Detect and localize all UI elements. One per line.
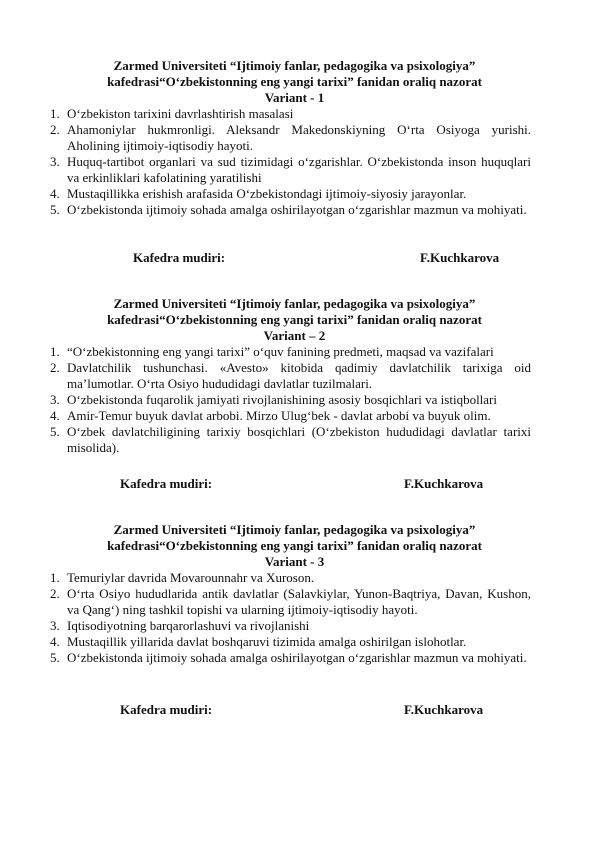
question-item (50, 360, 531, 392)
question-number: 5. (50, 424, 60, 439)
signature-name: F.Kuchkarova (420, 250, 500, 265)
question-text: Mustaqillik yillarida davlat boshqaruvi tizimida amalga oshirilgan islohotlar. (67, 634, 467, 649)
variant-2-block (50, 296, 531, 491)
question-text: Amir-Temur buyuk davlat arbobi. Mirzo Ulug‘bek - davlat arbobi va buyuk olim. (67, 408, 491, 423)
question-text: Ahamoniylar hukmronligi. Aleksandr Makedonskiyning O‘rta Osiyoga yurishi. Aholining ijtimoiy-iqtisodiy hayoti. (67, 122, 531, 153)
header-line-2: kafedrasi“O‘zbekistonning eng yangi tarixi” fanidan oraliq nazorat (107, 312, 482, 327)
signature-role: Kafedra mudiri: (133, 250, 226, 265)
header-line-1: Zarmed Universiteti “Ijtimoiy fanlar, pedagogika va psixologiya” (113, 58, 476, 73)
question-text: Temuriylar davrida Movarounnahr va Xuroson. (67, 570, 315, 585)
question-item (50, 186, 531, 202)
signature-role: Kafedra mudiri: (120, 476, 213, 491)
question-item (50, 344, 531, 360)
question-number: 4. (50, 634, 60, 649)
question-item (50, 650, 531, 666)
question-text: O‘zbekiston tarixini davrlashtirish masalasi (67, 106, 294, 121)
variant-label: Variant – 2 (263, 328, 326, 343)
question-item (50, 424, 531, 456)
question-number: 2. (50, 360, 60, 375)
variant-3-block (50, 522, 531, 717)
question-number: 3. (50, 392, 60, 407)
question-item (50, 154, 531, 186)
question-number: 1. (50, 106, 60, 121)
question-item (50, 618, 531, 634)
question-text: Iqtisodiyotning barqarorlashuvi va rivojlanishi (67, 618, 310, 633)
question-text: “O‘zbekistonning eng yangi tarixi” o‘quv fanining predmeti, maqsad va vazifalari (67, 344, 494, 359)
question-text: O‘zbekistonda ijtimoiy sohada amalga oshirilayotgan o‘zgarishlar mazmun va mohiyati. (67, 650, 527, 665)
question-item (50, 408, 531, 424)
question-number: 3. (50, 154, 60, 169)
question-item (50, 202, 531, 218)
question-item (50, 122, 531, 154)
header-line-1: Zarmed Universiteti “Ijtimoiy fanlar, pedagogika va psixologiya” (113, 296, 476, 311)
question-text: O‘rta Osiyo hududlarida antik davlatlar (Salavkiylar, Yunon-Baqtriya, Davan, Kushon, va Qang‘) ning tashkil topishi va ularning ijtimoiy-iqtisodiy hayoti. (67, 586, 531, 617)
question-number: 2. (50, 122, 60, 137)
question-text: Davlatchilik tushunchasi. «Avesto» kitobida qadimiy davlatchilik tarixiga oid ma’lumotlar. O‘rta Osiyo hududidagi davlatlar tuzilmalari. (67, 360, 531, 391)
header-line-2: kafedrasi“O‘zbekistonning eng yangi tarixi” fanidan oraliq nazorat (107, 74, 482, 89)
question-item (50, 634, 531, 650)
question-number: 1. (50, 344, 60, 359)
question-item (50, 586, 531, 618)
question-item (50, 106, 531, 122)
variant-label: Variant - 3 (264, 554, 325, 569)
question-number: 1. (50, 570, 60, 585)
signature-name: F.Kuchkarova (404, 702, 484, 717)
question-list (50, 570, 531, 666)
question-number: 5. (50, 650, 60, 665)
question-item (50, 570, 531, 586)
question-number: 2. (50, 586, 60, 601)
question-list (50, 344, 531, 456)
signature-role: Kafedra mudiri: (120, 702, 213, 717)
question-item (50, 392, 531, 408)
variant-1-block (50, 58, 531, 265)
question-number: 4. (50, 408, 60, 423)
header-line-2: kafedrasi“O‘zbekistonning eng yangi tarixi” fanidan oraliq nazorat (107, 538, 482, 553)
signature-name: F.Kuchkarova (404, 476, 484, 491)
question-number: 5. (50, 202, 60, 217)
header-line-1: Zarmed Universiteti “Ijtimoiy fanlar, pedagogika va psixologiya” (113, 522, 476, 537)
question-text: O‘zbek davlatchiligining tarixiy bosqichlari (O‘zbekiston hududidagi davlatlar tarixi misolida). (67, 424, 531, 455)
question-text: Mustaqillikka erishish arafasida O‘zbekistondagi ijtimoiy-siyosiy jarayonlar. (67, 186, 467, 201)
question-number: 4. (50, 186, 60, 201)
question-text: Huquq-tartibot organlari va sud tizimidagi o‘zgarishlar. O‘zbekistonda inson huquqlari va erkinliklari kafolatining yaratilishi (67, 154, 531, 185)
question-list (50, 106, 531, 218)
variant-label: Variant - 1 (264, 90, 325, 105)
question-number: 3. (50, 618, 60, 633)
question-text: O‘zbekistonda ijtimoiy sohada amalga oshirilayotgan o‘zgarishlar mazmun va mohiyati. (67, 202, 527, 217)
question-text: O‘zbekistonda fuqarolik jamiyati rivojlanishining asosiy bosqichlari va istiqbollari (67, 392, 498, 407)
